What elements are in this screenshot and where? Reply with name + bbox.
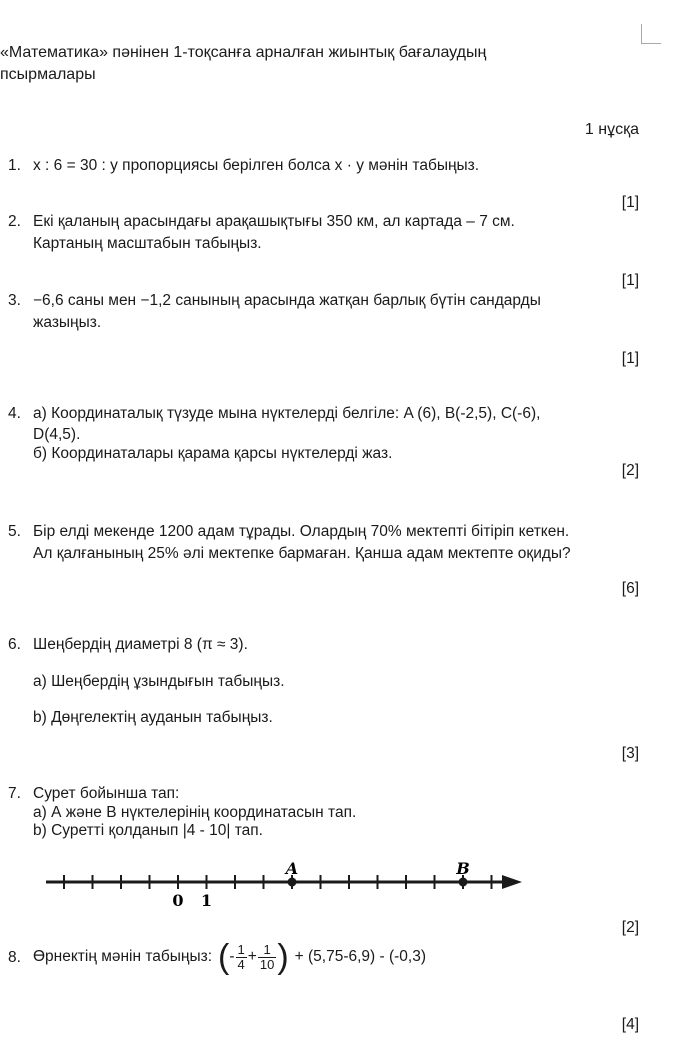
close-paren: ) — [277, 938, 289, 976]
tick-label-one: 1 — [200, 891, 213, 910]
task-3-text-line2: жазыңыз. — [33, 314, 102, 331]
point-a-label: A — [285, 859, 299, 878]
task-3-mark: [1] — [621, 350, 639, 367]
task-8-prefix: Өрнектің мәнін табыңыз: — [33, 948, 213, 965]
task-1-number: 1. — [8, 157, 21, 174]
variant-label: 1 нұсқа — [584, 121, 639, 138]
task-4-text-line3: б) Координаталары қарама қарсы нүктелерді жаз. — [33, 445, 393, 462]
task-3-number: 3. — [8, 292, 21, 309]
task-5-mark: [6] — [621, 580, 639, 597]
point-a-dot — [288, 878, 297, 887]
fraction-one-tenth — [258, 943, 276, 972]
minus-sign: - — [229, 948, 235, 965]
task-1-mark: [1] — [621, 194, 639, 211]
number-line-figure — [40, 852, 530, 914]
task-3-text-line1: −6,6 саны мен −1,2 санының арасында жатқан барлық бүтін сандарды — [33, 292, 541, 309]
task-2-mark: [1] — [621, 272, 639, 289]
task-6-text-line3: b) Дөңгелектің ауданын табыңыз. — [33, 709, 273, 726]
point-b-dot — [459, 878, 468, 887]
page-title-line1: «Математика» пәнінен 1-тоқсанға арналған жиынтық бағалаудың — [0, 44, 487, 61]
frac2-numerator: 1 — [258, 943, 276, 958]
plus-sign: + — [247, 948, 257, 965]
task-6-mark: [3] — [621, 745, 639, 762]
task-7-text-line2: а) А және В нүктелерінің координатасын тап. — [33, 804, 357, 821]
task-4-number: 4. — [8, 405, 21, 422]
task-2-number: 2. — [8, 213, 21, 230]
page-title-line2: псырмалары — [0, 66, 96, 83]
task-5-number: 5. — [8, 523, 21, 540]
task-7-number: 7. — [8, 785, 21, 802]
task-7-text-line1: Сурет бойынша тап: — [33, 785, 180, 802]
task-7-text-line3: b) Суретті қолданып |4 - 10| тап. — [33, 822, 263, 839]
task-8-number: 8. — [8, 949, 21, 966]
task-4-text-line1: а) Координаталық түзуде мына нүктелерді белгіле: A (6), B(-2,5), C(-6), — [33, 405, 541, 422]
frac1-numerator: 1 — [237, 941, 245, 957]
task-4-text-line2: D(4,5). — [33, 426, 81, 443]
frac2-denominator: 10 — [259, 956, 275, 972]
tick-label-zero: 0 — [172, 891, 184, 910]
number-line-arrow — [502, 875, 522, 889]
task-6-number: 6. — [8, 636, 21, 653]
task-2-text-line1: Екі қаланың арасындағы арақашықтығы 350 км, ал картада – 7 см. — [33, 213, 515, 230]
fraction-one-fourth — [236, 943, 247, 972]
task-7-mark: [2] — [621, 919, 639, 936]
task-5-text-line1: Бір елді мекенде 1200 адам тұрады. Олардың 70% мектепті бітіріп кеткен. — [33, 523, 570, 540]
task-8-mark: [4] — [621, 1016, 639, 1033]
task-6-text-line2: а) Шеңбердің ұзындығын табыңыз. — [33, 673, 285, 690]
task-1-text: x : 6 = 30 : y пропорциясы берілген болса x · y мәнін табыңыз. — [33, 157, 480, 174]
point-b-label: B — [456, 859, 470, 878]
task-5-text-line2: Ал қалғанының 25% әлі мектепке бармаған. Қанша адам мектепте оқиды? — [33, 545, 571, 562]
task-8-expression — [33, 934, 426, 980]
expression-rest: + (5,75-6,9) - (-0,3) — [294, 948, 427, 965]
task-2-text-line2: Картаның масштабын табыңыз. — [33, 235, 262, 252]
frac1-denominator: 4 — [237, 956, 245, 972]
open-paren: ( — [218, 938, 230, 976]
task-6-text-line1: Шеңбердің диаметрі 8 (π ≈ 3). — [33, 636, 248, 653]
task-4-mark: [2] — [621, 462, 639, 479]
page-corner-mark — [641, 24, 661, 44]
